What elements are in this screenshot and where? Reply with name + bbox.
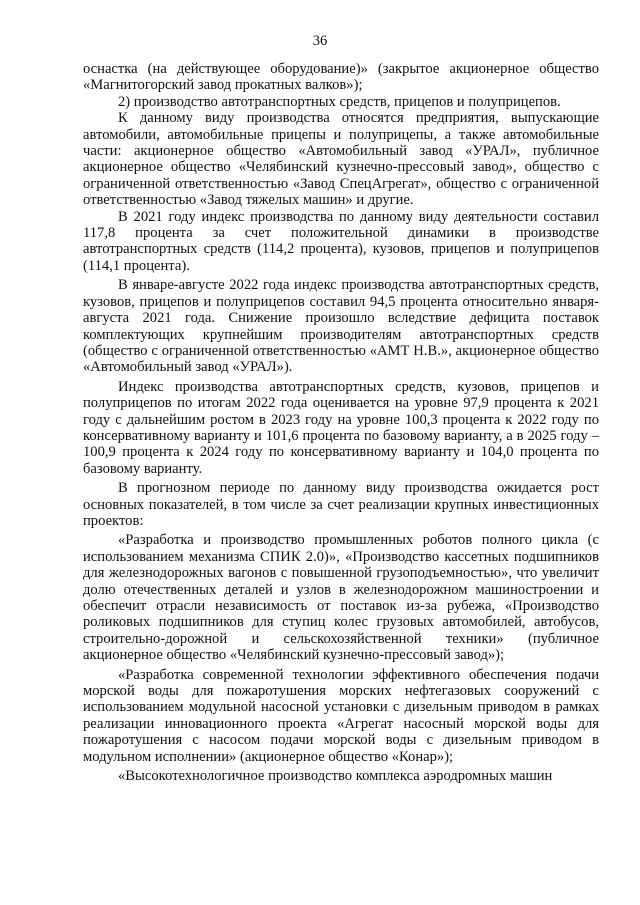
page-number: 36 [312,33,328,49]
paragraph: Индекс производства автотранспортных средств, кузовов, прицепов и полуприцепов по итогам 2022 года оценивается на уровне 97,9 процента к 2021 году с дальнейшим ростом в 2023 году на уровне 100,3 процента к 2022 году по консервативному варианту и 101,6 процента по базовому варианту, а в 2025 году – 100,9 процента к 2024 году по консервативному варианту и 104,0 процента по базовому варианту. [83,378,599,477]
paragraph: В январе-августе 2022 года индекс производства автотранспортных средств, кузовов, прицепов и полуприцепов составил 94,5 процента относительно января-августа 2021 года. Снижение произошло вследствие дефицита поставок комплектующих крупнейшим производителям автотранспортных средств (общество с ограниченной ответственностью «АМТ Н.В.», акционерное общество «Автомобильный завод «УРАЛ»). [83,277,599,376]
paragraph-continuation: оснастка (на действующее оборудование)» (закрытое акционерное общество «Магнитогорский завод прокатных валков»); [83,61,599,94]
paragraph: В 2021 году индекс производства по данному виду деятельности составил 117,8 процента за счет положительной динамики в производстве автотранспортных средств (114,2 процента), кузовов, прицепов и полуприцепов (114,1 процента). [83,208,599,274]
paragraph-project: «Разработка и производство промышленных роботов полного цикла (с использованием механизма СПИК 2.0)», «Производство кассетных подшипников для железнодорожных вагонов с повышенной грузоподъемностью», что увеличит долю отечественных деталей и узлов в железнодорожном машиностроении и обеспечит отрасли независимость от поставок из-за рубежа, «Производство роликовых подшипников для ступиц колес грузовых автомобилей, автобусов, строительно-дорожной и сельскохозяйственной техники» (публичное акционерное общество «Челябинский кузнечно-прессовый завод»); [83,532,599,664]
paragraph: В прогнозном периоде по данному виду производства ожидается рост основных показателей, в том числе за счет реализации крупных инвестиционных проектов: [83,480,599,529]
paragraph-project: «Разработка современной технологии эффективного обеспечения подачи морской воды для пожаротушения морских нефтегазовых сооружений с использованием модульной насосной установки с дизельным приводом в рамках реализации инновационного проекта «Агрегат насосный морской воды для пожаротушения с насосом подачи морской воды с дизельным приводом в модульном исполнении» (акционерное общество «Конар»); [83,666,599,765]
paragraph-list-item: 2) производство автотранспортных средств, прицепов и полуприцепов. [118,93,561,110]
paragraph-project: «Высокотехнологичное производство комплекса аэродромных машин [118,768,553,785]
paragraph: К данному виду производства относятся предприятия, выпускающие автомобили, автомобильные прицепы и полуприцепы, а также автомобильные части: акционерное общество «Автомобильный завод «УРАЛ», публичное акционерное общество «Челябинский кузнечно-прессовый завод», общество с ограниченной ответственностью «Завод СпецАгрегат», общество с ограниченной ответственностью «Завод тяжелых машин» и другие. [83,110,599,209]
body-text [83,61,599,784]
